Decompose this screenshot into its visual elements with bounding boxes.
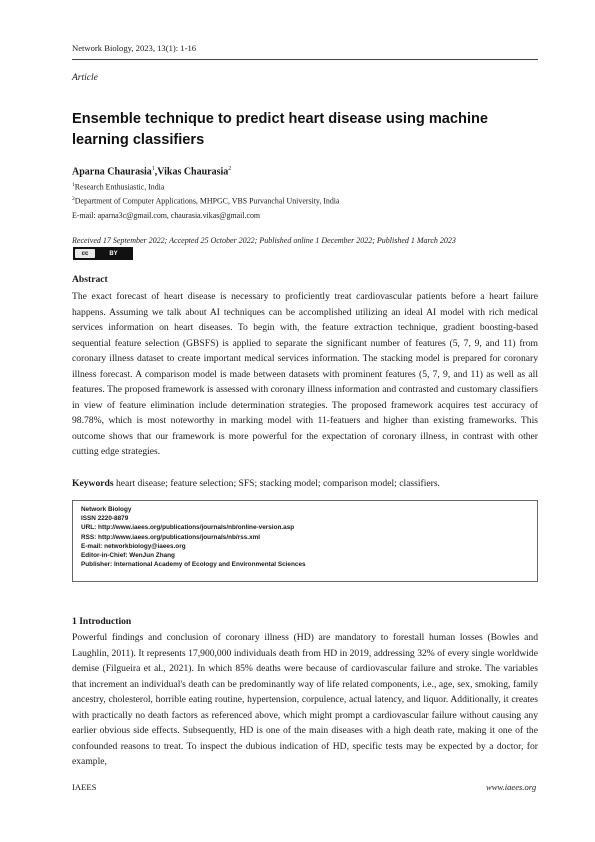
author-superscript: 1: [151, 166, 155, 172]
cc-icon: cc: [75, 249, 95, 258]
running-header: Network Biology, 2023, 13(1): 1-16: [72, 43, 197, 53]
affiliation-text: Research Enthusiastic, India: [74, 182, 165, 192]
article-type: Article: [72, 73, 98, 83]
affiliation-superscript: 2: [72, 196, 75, 202]
keywords-label: Keywords: [72, 478, 114, 489]
publication-dates: Received 17 September 2022; Accepted 25 October 2022; Published online 1 December 2022; Published 1 March 2023: [72, 236, 456, 245]
info-rss[interactable]: RSS: http://www.iaees.org/publications/journals/nb/rss.xml: [81, 533, 261, 541]
info-email[interactable]: E-mail: networkbiology@iaees.org: [81, 542, 186, 550]
author-list: [72, 166, 231, 177]
author-superscript: 2: [228, 166, 232, 172]
keywords: [72, 478, 538, 489]
author-name: Aparna Chaurasia: [72, 166, 152, 178]
affiliation-superscript: 1: [72, 182, 75, 188]
contact-email: E-mail: aparna3c@gmail.com, chaurasia.vikas@gmail.com: [72, 211, 261, 220]
section-heading: 1 Introduction: [72, 616, 132, 627]
cc-by-license-badge[interactable]: [73, 247, 133, 260]
info-journal-name: Network Biology: [81, 506, 132, 513]
abstract-heading: Abstract: [72, 274, 108, 285]
info-issn: ISSN 2220-8879: [81, 515, 129, 523]
affiliation: [72, 196, 340, 206]
journal-info-box: [72, 500, 538, 582]
info-publisher: Publisher: International Academy of Ecology and Environmental Sciences: [81, 561, 306, 569]
author-name: Vikas Chaurasia: [157, 166, 229, 178]
affiliation-text: Department of Computer Applications, MHPGC, VBS Purvanchal University, India: [74, 196, 340, 206]
section-body: Powerful findings and conclusion of coronary illness (HD) are mandatory to forestall human losses (Bowles and Laughlin, 2011). It represents 17,900,000 individuals death from HD in 2019, addressing 32% of every single worldwide demise (Filgueira et al., 2021). In which 85% deaths were because of cardiovascular failure and stroke. The variables that increment an individual's death can be predominantly way of life related components, i.e., age, sex, smoking, family ancestry, cholesterol, horrible eating routine, hypertension, corpulence, actual latency, and liquor. Additionally, it creates with practically no death factors as referenced above, which might prompt a cardiovascular failure without causing any earlier obvious side effects. Subsequently, HD is one of the main diseases with a high death rate, making it one of the confounded reasons to treat. To inspect the dubious indication of HD, specific tests may be expected by a doctor, for example,: [72, 632, 538, 767]
footer-publisher: IAEES: [72, 782, 97, 792]
info-editor: Editor-in-Chief: WenJun Zhang: [81, 552, 175, 560]
info-url[interactable]: URL: http://www.iaees.org/publications/journals/nb/online-version.asp: [81, 524, 295, 532]
footer-website[interactable]: www.iaees.org: [486, 782, 537, 792]
paper-title: Ensemble technique to predict heart disease using machine learning classifiers: [72, 111, 489, 148]
keywords-text: heart disease; feature selection; SFS; stacking model; comparison model; classifiers.: [115, 478, 440, 489]
by-label: BY: [109, 250, 118, 257]
abstract-body: The exact forecast of heart disease is necessary to proficiently treat cardiovascular patients before a heart failure happens. Assuming we talk about AI techniques can be accomplished utilizing an ideal AI model with rich medical services information on heart diseases. To begin with, the feature extraction technique, gradient boosting-based sequential feature selection (GBSFS) is applied to separate the significant number of features (5, 7, 9, and 11) from coronary illness dataset to create important medical services information. The stacking model is prepared for coronary illness forecast. A comparison model is made between datasets with prominent features (5, 7, 9, and 11) as well as all features. The proposed framework is assessed with coronary illness information and contrasted and customary classifiers in view of feature elimination include determination strategies. The proposed framework acquires test accuracy of 98.78%, which is most noteworthy in marking model with 11-featuers and higher than existing frameworks. This outcome shows that our framework is more powerful for the expectation of coronary illness, in contrast with other cutting edge strategies.: [72, 291, 538, 457]
header-rule: [72, 59, 538, 60]
affiliation: [72, 182, 164, 192]
author-separator: ,: [154, 166, 158, 178]
